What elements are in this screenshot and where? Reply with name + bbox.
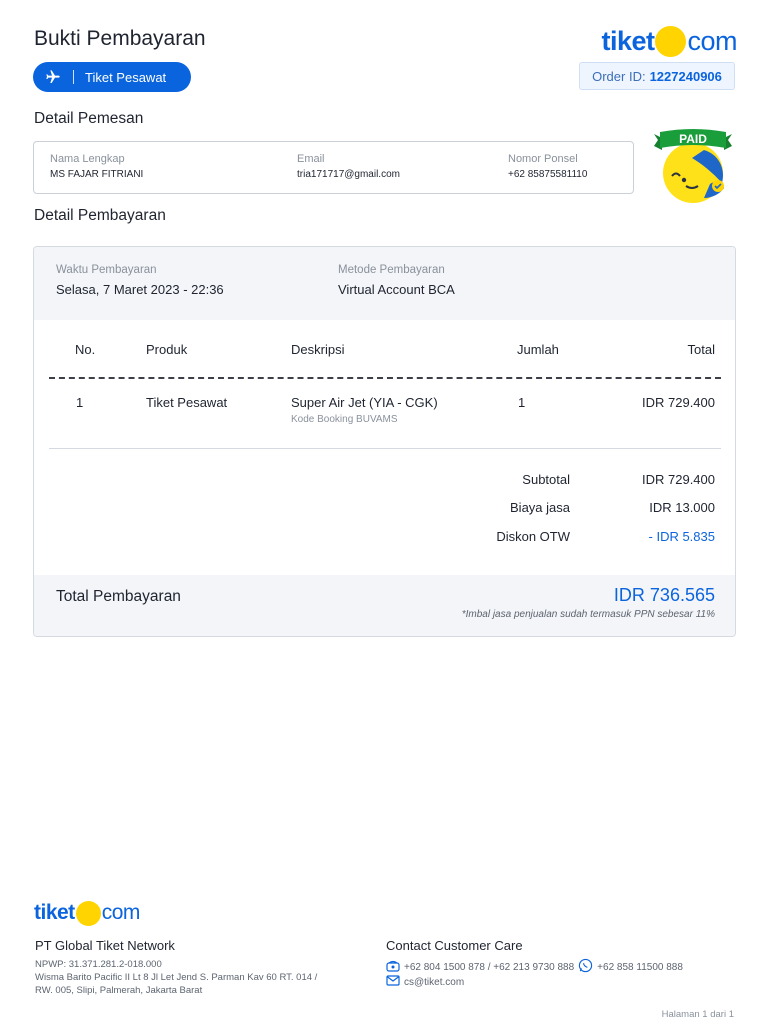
table-divider-dashed xyxy=(49,377,721,379)
customer-care-title: Contact Customer Care xyxy=(386,938,523,953)
column-header-total: Total xyxy=(687,342,715,357)
company-npwp: NPWP: 31.371.281.2-018.000 xyxy=(35,959,162,970)
section-title-pembayaran: Detail Pembayaran xyxy=(34,207,166,224)
subtotal-label: Subtotal xyxy=(522,472,570,487)
payment-info-header xyxy=(34,247,735,320)
phone-icon xyxy=(386,960,404,975)
footer-logo-dot-icon xyxy=(76,901,101,926)
paid-badge-icon xyxy=(652,128,734,208)
total-payment-label: Total Pembayaran xyxy=(56,588,181,605)
service-fee-label: Biaya jasa xyxy=(510,500,570,515)
order-id-label: Order ID: xyxy=(592,68,646,84)
customer-care-email xyxy=(386,975,464,989)
company-address-line2: RW. 005, Slipi, Palmerah, Jakarta Barat xyxy=(35,985,203,996)
row-booking-code: Kode Booking BUVAMS xyxy=(291,414,398,425)
product-type-pill xyxy=(33,62,191,92)
whatsapp-number[interactable]: +62 858 11500 888 xyxy=(597,961,683,973)
total-payment-value: IDR 736.565 xyxy=(613,585,715,605)
field-email: Email tria171717@gmail.com xyxy=(297,153,400,180)
phone-numbers[interactable]: +62 804 1500 878 / +62 213 9730 888 xyxy=(404,961,575,973)
column-header-produk: Produk xyxy=(146,342,188,357)
row-total: IDR 729.400 xyxy=(642,395,715,410)
field-phone: Nomor Ponsel +62 85875581110 xyxy=(508,153,588,180)
company-address-line1: Wisma Barito Pacific II Lt 8 Jl Let Jend S. Parman Kav 60 RT. 014 / xyxy=(35,972,318,983)
field-name: Nama Lengkap MS FAJAR FITRIANI xyxy=(50,153,144,180)
column-header-no: No. xyxy=(75,342,96,357)
payment-card xyxy=(33,246,736,637)
field-payment-time: Waktu Pembayaran Selasa, 7 Maret 2023 - 22:36 xyxy=(56,264,224,297)
pemesan-box xyxy=(33,141,634,194)
section-title-pemesan: Detail Pemesan xyxy=(34,110,144,127)
table-divider xyxy=(49,448,721,449)
column-header-jumlah: Jumlah xyxy=(517,342,559,357)
company-info xyxy=(35,958,317,997)
airplane-icon xyxy=(33,69,73,85)
row-description: Super Air Jet (YIA - CGK) xyxy=(291,395,438,410)
discount-value: - IDR 5.835 xyxy=(648,529,715,544)
row-product: Tiket Pesawat xyxy=(146,395,228,410)
whatsapp-icon xyxy=(578,958,597,976)
discount-label: Diskon OTW xyxy=(496,529,570,544)
order-id-box xyxy=(579,62,735,90)
product-type-label: Tiket Pesawat xyxy=(85,69,167,85)
page-number: Halaman 1 dari 1 xyxy=(661,1009,734,1020)
row-no: 1 xyxy=(76,395,84,410)
email-link[interactable]: cs@tiket.com xyxy=(404,976,465,988)
column-header-deskripsi: Deskripsi xyxy=(291,342,345,357)
customer-care-phones xyxy=(386,958,683,976)
logo-dot-icon xyxy=(655,26,686,57)
footer-tiket-logo: tiket com xyxy=(34,901,140,924)
mail-icon xyxy=(386,975,404,989)
paid-badge-text: PAID xyxy=(679,132,707,146)
company-name: PT Global Tiket Network xyxy=(35,938,175,953)
tax-note: *Imbal jasa penjualan sudah termasuk PPN sebesar 11% xyxy=(461,609,715,620)
row-qty: 1 xyxy=(518,395,526,410)
page-title: Bukti Pembayaran xyxy=(34,27,206,50)
order-id-value: 1227240906 xyxy=(649,68,722,84)
subtotal-value: IDR 729.400 xyxy=(642,472,715,487)
total-payment-bar xyxy=(34,575,735,637)
tiket-logo: tiket com xyxy=(601,25,737,56)
field-payment-method: Metode Pembayaran Virtual Account BCA xyxy=(338,264,455,297)
service-fee-value: IDR 13.000 xyxy=(649,500,715,515)
